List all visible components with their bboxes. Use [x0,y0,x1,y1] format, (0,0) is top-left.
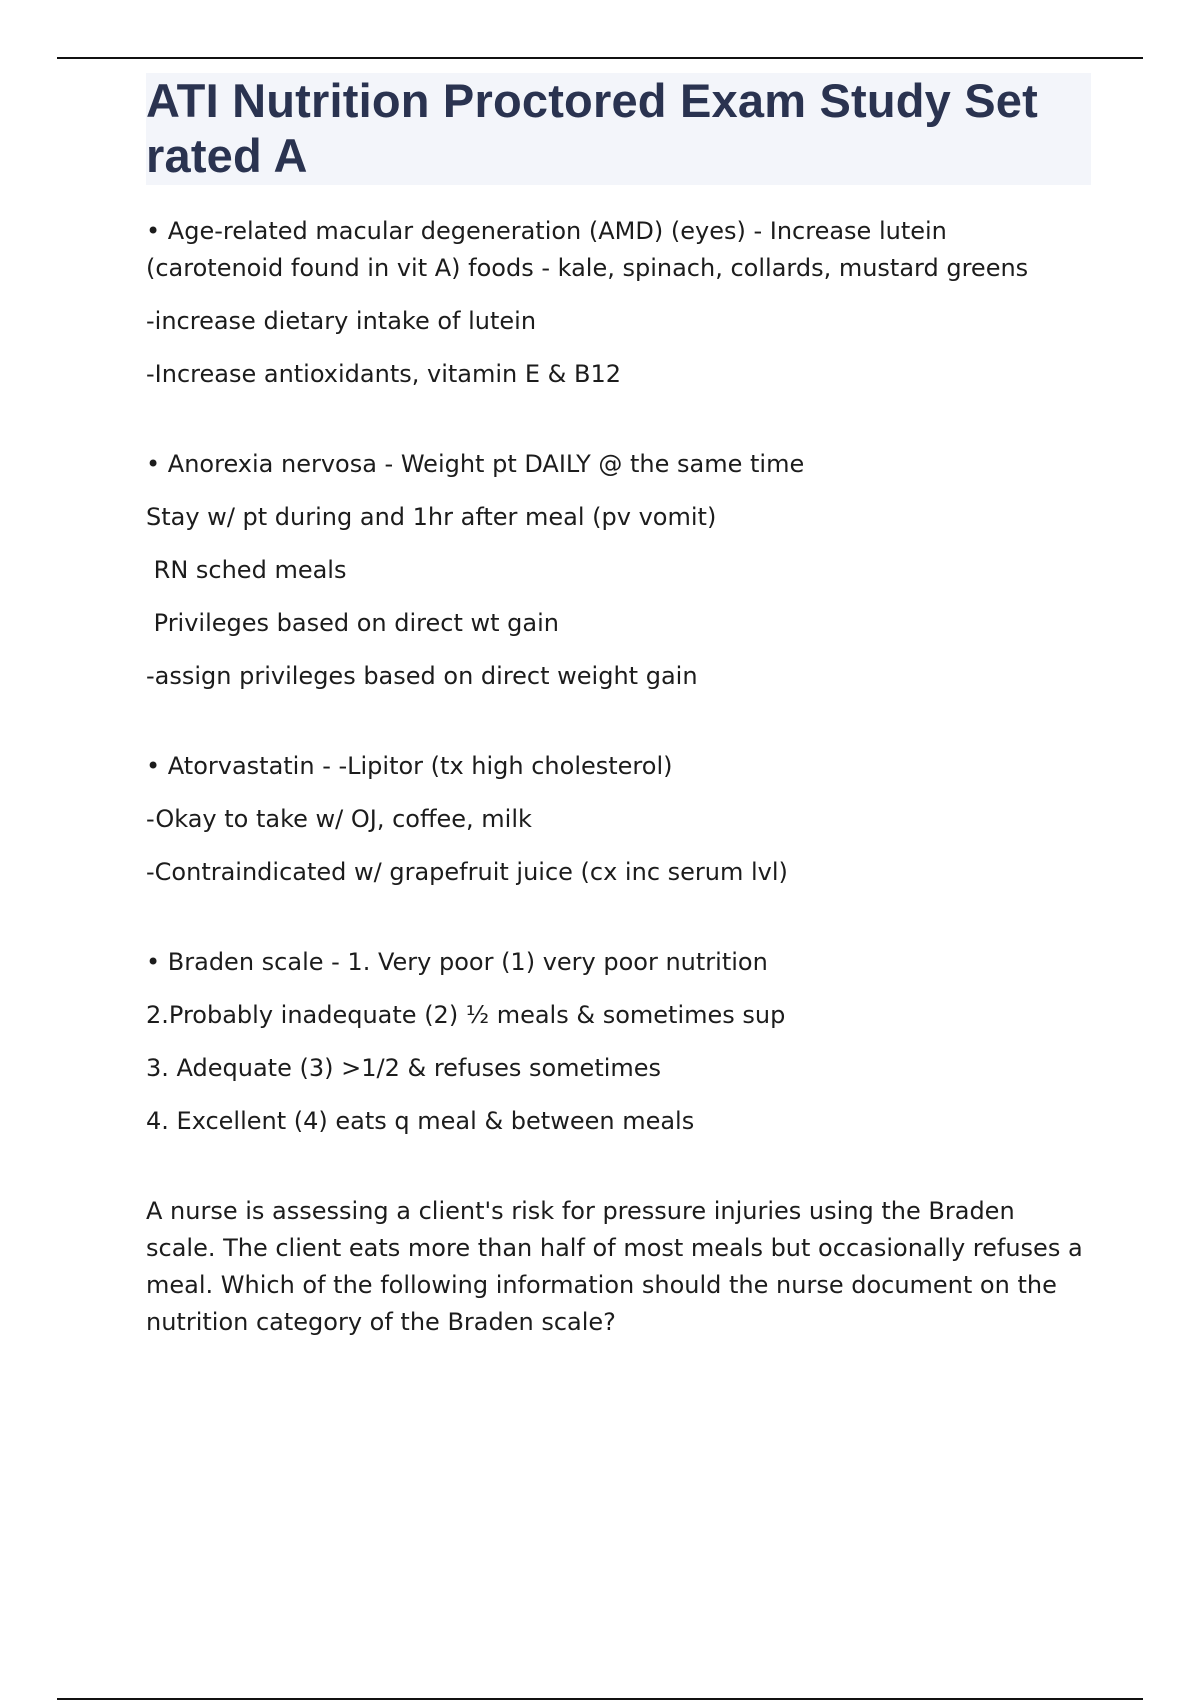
section-line: Privileges based on direct wt gain [146,609,559,637]
section-line: • Atorvastatin - -Lipitor (tx high cholesterol) [146,752,673,780]
section-line: 4. Excellent (4) eats q meal & between meals [146,1107,695,1135]
top-rule [57,57,1143,59]
title-banner [146,73,1091,185]
section-line: -increase dietary intake of lutein [146,307,537,335]
question-text: A nurse is assessing a client's risk for pressure injuries using the Braden scale. The client eats more than half of most meals but occasionally refuses a meal. Which of the following information should the nurse document on the nutrition category of the Braden scale? [146,1197,1083,1336]
section-line: -Increase antioxidants, vitamin E & B12 [146,360,622,388]
section-line: • Anorexia nervosa - Weight pt DAILY @ the same time [146,450,805,478]
section-line: Stay w/ pt during and 1hr after meal (pv vomit) [146,503,717,531]
section-line: -assign privileges based on direct weight gain [146,662,698,690]
section-braden [146,944,1091,1140]
section-anorexia [146,446,1091,695]
section-line: -Okay to take w/ OJ, coffee, milk [146,805,532,833]
section-line: • Age-related macular degeneration (AMD) (eyes) - Increase lutein (carotenoid found in vit A) foods - kale, spinach, collards, mustard greens [146,217,1029,282]
section-line: 3. Adequate (3) >1/2 & refuses sometimes [146,1054,662,1082]
section-line: -Contraindicated w/ grapefruit juice (cx inc serum lvl) [146,858,788,886]
section-line: 2.Probably inadequate (2) ½ meals & sometimes sup [146,1001,786,1029]
document-title: ATI Nutrition Proctored Exam Study Set rated A [146,74,1038,182]
section-amd [146,213,1091,393]
section-line: RN sched meals [146,556,347,584]
document-body [146,73,1091,1365]
section-atorvastatin [146,748,1091,891]
section-line: • Braden scale - 1. Very poor (1) very poor nutrition [146,948,768,976]
